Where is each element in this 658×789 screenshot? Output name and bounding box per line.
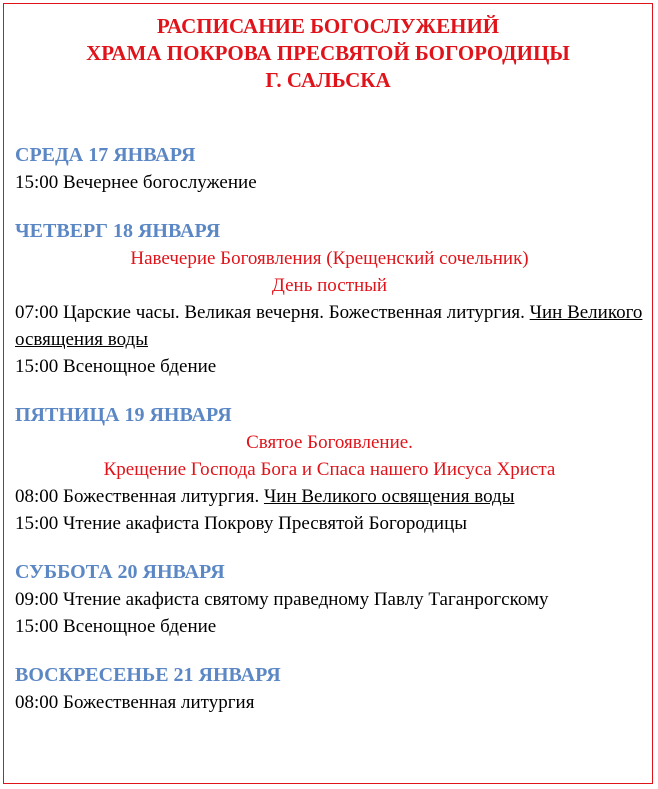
- feast-title: Святое Богоявление.: [246, 432, 413, 453]
- schedule-content: [4, 142, 652, 716]
- day-heading: СРЕДА 17 ЯНВАРЯ: [15, 144, 196, 166]
- schedule-title: [4, 13, 652, 94]
- day-sunday: [15, 662, 644, 716]
- day-heading: ЧЕТВЕРГ 18 ЯНВАРЯ: [15, 220, 221, 242]
- day-heading: СУББОТА 20 ЯНВАРЯ: [15, 561, 225, 583]
- title-line-2: ХРАМА ПОКРОВА ПРЕСВЯТОЙ БОГОРОДИЦЫ: [86, 41, 570, 65]
- day-heading: ВОСКРЕСЕНЬЕ 21 ЯНВАРЯ: [15, 664, 281, 686]
- service-item: [15, 483, 644, 510]
- service-item: 09:00 Чтение акафиста святому праведному Павлу Таганрогскому: [15, 589, 549, 610]
- day-thursday: [15, 218, 644, 380]
- feast-title: Навечерие Богоявления (Крещенский сочельник): [130, 248, 529, 269]
- day-saturday: [15, 559, 644, 640]
- service-underlined-text: Чин Великого освящения воды: [15, 302, 643, 350]
- day-heading: ПЯТНИЦА 19 ЯНВАРЯ: [15, 404, 232, 426]
- feast-note: День постный: [271, 275, 388, 296]
- service-item: 08:00 Божественная литургия: [15, 692, 255, 713]
- service-item: 15:00 Всенощное бдение: [15, 616, 217, 637]
- schedule-frame: [3, 3, 653, 784]
- day-wednesday: [15, 142, 644, 196]
- service-underlined-text: Чин Великого освящения воды: [263, 486, 515, 507]
- service-item: 15:00 Всенощное бдение: [15, 356, 217, 377]
- service-text: 07:00 Царские часы. Великая вечерня. Божественная литургия.: [15, 302, 530, 323]
- title-line-1: РАСПИСАНИЕ БОГОСЛУЖЕНИЙ: [156, 14, 500, 38]
- feast-subtitle: Крещение Господа Бога и Спаса нашего Иисуса Христа: [103, 459, 556, 480]
- title-line-3: Г. САЛЬСКА: [265, 68, 391, 92]
- service-item: 15:00 Вечернее богослужение: [15, 172, 257, 193]
- service-item: [15, 299, 644, 353]
- service-text: 08:00 Божественная литургия.: [15, 486, 264, 507]
- day-friday: [15, 402, 644, 537]
- service-item: 15:00 Чтение акафиста Покрову Пресвятой Богородицы: [15, 513, 468, 534]
